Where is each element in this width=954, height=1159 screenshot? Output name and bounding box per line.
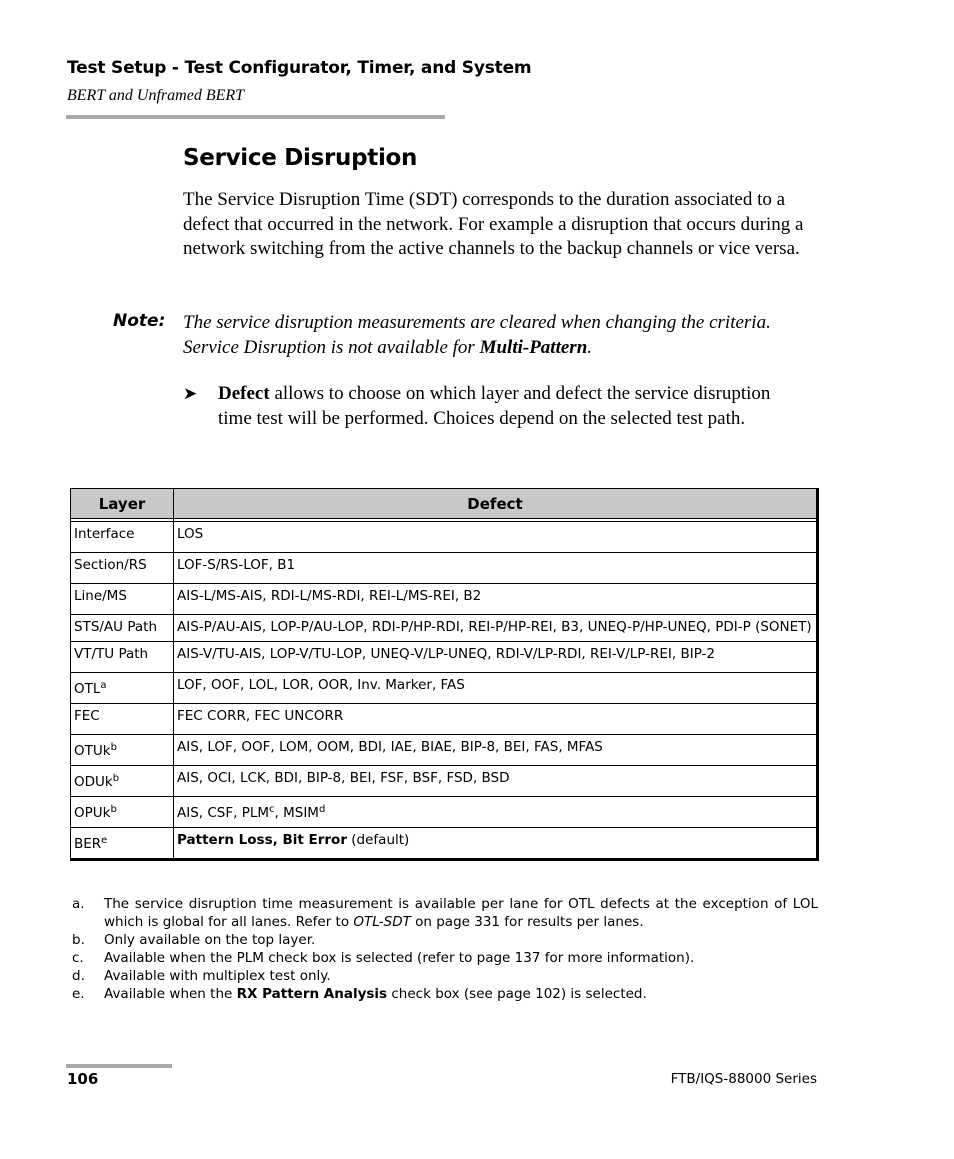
footnote-text bbox=[104, 985, 818, 1003]
footnote-text bbox=[104, 895, 818, 931]
layer-name: OTL bbox=[74, 681, 101, 697]
footnote-letter: a. bbox=[72, 896, 85, 912]
note-text-after: . bbox=[587, 337, 593, 358]
layer-name: Line/MS bbox=[74, 588, 127, 604]
defect-cell bbox=[174, 828, 818, 860]
layer-name: Section/RS bbox=[74, 557, 147, 573]
layer-cell bbox=[71, 522, 174, 553]
footnote-ref: b bbox=[110, 804, 117, 815]
footnote-text-after: on page 331 for results per lanes. bbox=[410, 914, 644, 930]
note-bold: Multi-Pattern bbox=[479, 337, 588, 358]
layer-name: OPUk bbox=[74, 805, 111, 821]
bullet-text bbox=[218, 382, 778, 431]
note-text bbox=[183, 310, 823, 360]
defect-part: , MSIM bbox=[274, 805, 319, 821]
defect-cell: AIS-L/MS-AIS, RDI-L/MS-RDI, REI-L/MS-REI, B2 bbox=[174, 584, 818, 615]
table-row bbox=[71, 642, 818, 673]
defect-cell: AIS, OCI, LCK, BDI, BIP-8, BEI, FSF, BSF, FSD, BSD bbox=[174, 766, 818, 797]
footnote-ref: b bbox=[112, 773, 120, 784]
layer-name: FEC bbox=[74, 708, 100, 724]
intro-paragraph: The Service Disruption Time (SDT) corresponds to the duration associated to a defect that occurred in the network. For example a disruption that occurs during a network switching from the active channels to the backup channels or vice versa. bbox=[183, 189, 804, 259]
footnote-item bbox=[72, 895, 818, 931]
note-text-before: The service disruption measurements are cleared when changing the criteria. Service Disruption is not available for bbox=[183, 312, 771, 358]
layer-cell bbox=[71, 766, 174, 797]
defect-table bbox=[70, 488, 819, 861]
footnote-item bbox=[72, 931, 818, 949]
footnote-letter: c. bbox=[72, 950, 84, 966]
footnote-item bbox=[72, 949, 818, 967]
footnote-item bbox=[72, 967, 818, 985]
table-row bbox=[71, 673, 818, 704]
bullet-bold: Defect bbox=[218, 383, 270, 404]
defect-part: AIS, CSF, PLM bbox=[177, 805, 270, 821]
defect-cell bbox=[174, 797, 818, 828]
defect-cell: LOF-S/RS-LOF, B1 bbox=[174, 553, 818, 584]
layer-cell bbox=[71, 673, 174, 704]
defect-cell: FEC CORR, FEC UNCORR bbox=[174, 704, 818, 735]
table-row bbox=[71, 615, 818, 642]
layer-name: VT/TU Path bbox=[74, 646, 149, 662]
defect-cell: LOS bbox=[174, 522, 818, 553]
defect-cell: AIS-V/TU-AIS, LOP-V/TU-LOP, UNEQ-V/LP-UNEQ, RDI-V/LP-RDI, REI-V/LP-REI, BIP-2 bbox=[174, 642, 818, 673]
table-row bbox=[71, 553, 818, 584]
table-row bbox=[71, 584, 818, 615]
bullet-desc: allows to choose on which layer and defect the service disruption time test will be performed. Choices depend on the selected test path. bbox=[218, 383, 771, 429]
section-title: Service Disruption bbox=[183, 145, 418, 171]
footnote-text: Only available on the top layer. bbox=[104, 932, 316, 948]
table-row bbox=[71, 797, 818, 828]
layer-cell bbox=[71, 584, 174, 615]
footnote-item bbox=[72, 985, 818, 1003]
footnote-text-after: check box (see page 102) is selected. bbox=[387, 986, 647, 1002]
defect-cell: AIS-P/AU-AIS, LOP-P/AU-LOP, RDI-P/HP-RDI, REI-P/HP-REI, B3, UNEQ-P/HP-UNEQ, PDI-P (SONET) bbox=[174, 615, 818, 642]
table-header-row bbox=[71, 489, 818, 519]
page-number: 106 bbox=[67, 1070, 99, 1088]
footnote-text-before: The service disruption time measurement is available per lane for OTL defects at the exception of LOL which is global for all lanes. Refer to bbox=[104, 896, 818, 930]
table-row bbox=[71, 704, 818, 735]
table-row bbox=[71, 735, 818, 766]
layer-cell bbox=[71, 735, 174, 766]
footnote-text-before: Available when the bbox=[104, 986, 237, 1002]
footnote-ref: a bbox=[100, 680, 107, 691]
footnote-text: Available with multiplex test only. bbox=[104, 968, 331, 984]
table-row bbox=[71, 522, 818, 553]
table-row bbox=[71, 766, 818, 797]
running-header-subtitle: BERT and Unframed BERT bbox=[67, 87, 245, 104]
defect-bold: Pattern Loss, Bit Error bbox=[177, 832, 347, 848]
layer-name: ODUk bbox=[74, 774, 113, 790]
layer-cell bbox=[71, 704, 174, 735]
footer-rule bbox=[66, 1064, 172, 1068]
footnote-letter: d. bbox=[72, 968, 85, 984]
layer-name: Interface bbox=[74, 526, 135, 542]
footnote-letter: e. bbox=[72, 986, 85, 1002]
footnote-ref: e bbox=[101, 835, 108, 846]
layer-name: STS/AU Path bbox=[74, 619, 157, 635]
layer-cell bbox=[71, 828, 174, 860]
bullet-arrow-icon: ➤ bbox=[183, 384, 198, 404]
footnote-ref: d bbox=[318, 804, 326, 815]
footnote-ref: c bbox=[269, 804, 275, 815]
footnotes bbox=[72, 895, 818, 1003]
layer-name: OTUk bbox=[74, 743, 111, 759]
running-header-title: Test Setup - Test Configurator, Timer, and System bbox=[67, 58, 532, 78]
defect-cell: LOF, OOF, LOL, LOR, OOR, Inv. Marker, FAS bbox=[174, 673, 818, 704]
footnote-ref: b bbox=[110, 742, 117, 753]
layer-cell bbox=[71, 615, 174, 642]
footnote-italic-ref: OTL-SDT bbox=[353, 914, 411, 930]
footnote-text: Available when the PLM check box is selected (refer to page 137 for more information). bbox=[104, 950, 695, 966]
defect-normal: (default) bbox=[347, 832, 410, 848]
layer-name: BER bbox=[74, 836, 102, 852]
layer-cell bbox=[71, 553, 174, 584]
product-name: FTB/IQS-88000 Series bbox=[670, 1071, 817, 1087]
layer-cell bbox=[71, 797, 174, 828]
layer-cell bbox=[71, 642, 174, 673]
footnote-letter: b. bbox=[72, 932, 85, 948]
defect-cell: AIS, LOF, OOF, LOM, OOM, BDI, IAE, BIAE, BIP-8, BEI, FAS, MFAS bbox=[174, 735, 818, 766]
header-layer: Layer bbox=[71, 489, 174, 519]
header-rule bbox=[66, 115, 445, 119]
table-row bbox=[71, 828, 818, 860]
footnote-bold: RX Pattern Analysis bbox=[236, 986, 388, 1002]
header-defect: Defect bbox=[174, 489, 818, 519]
note-label: Note: bbox=[113, 311, 166, 331]
